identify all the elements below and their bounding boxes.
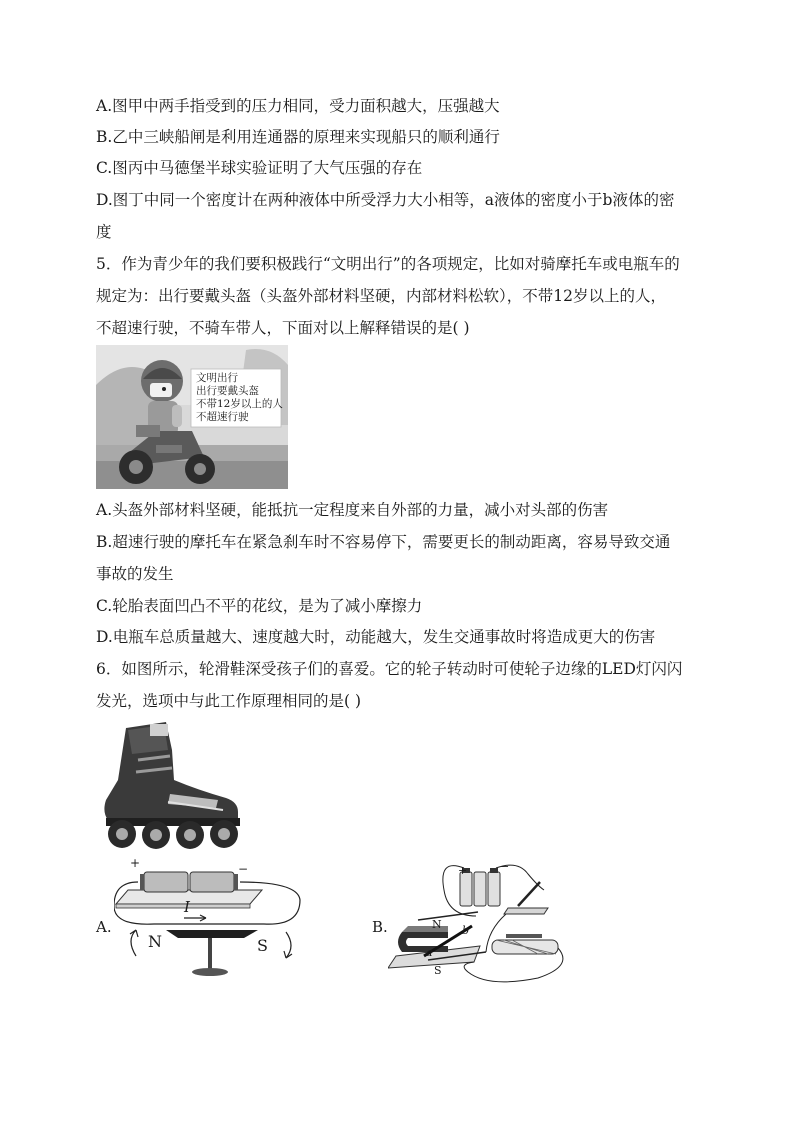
- q5-option-b: B.超速行驶的摩托车在紧急刹车时不容易停下，需要更长的制动距离，容易导致交通: [96, 533, 671, 551]
- q6-stem-2: 发光，选项中与此工作原理相同的是( ): [96, 692, 362, 710]
- q5-stem-1: 5．作为青少年的我们要积极践行“文明出行”的各项规定，比如对骑摩托车或电瓶车的: [96, 255, 680, 273]
- q4-option-b: B.乙中三峡船闸是利用连通器的原理来实现船只的顺利通行: [96, 128, 500, 146]
- civilized-travel-image: [96, 345, 288, 489]
- battery-plus-b: +: [458, 864, 468, 877]
- option-a-figure: [114, 856, 304, 990]
- north-label-b: N: [432, 918, 442, 931]
- q4-option-c: C.图丙中马德堡半球实验证明了大气压强的存在: [96, 159, 423, 177]
- q4-option-d-cont: 度: [96, 223, 112, 241]
- magnet-circuit-diagram: [388, 860, 568, 985]
- slogan-line-2: 出行要戴头盔: [196, 385, 259, 397]
- rod-end-b: b: [462, 924, 470, 937]
- rod-end-a: a: [426, 946, 433, 959]
- inline-skate-illustration: [98, 720, 248, 852]
- battery-minus-b: −: [500, 860, 510, 873]
- current-compass-diagram: [114, 860, 304, 990]
- q4-option-a: A.图甲中两手指受到的压力相同，受力面积越大，压强越大: [96, 97, 500, 115]
- slogan-line-1: 文明出行: [196, 372, 238, 384]
- option-b-label: B.: [372, 918, 388, 936]
- q5-stem-2: 规定为：出行要戴头盔（头盔外部材料坚硬，内部材料松软），不带12岁以上的人，: [96, 287, 666, 305]
- q6-stem-1: 6．如图所示，轮滑鞋深受孩子们的喜爱。它的轮子转动时可使轮子边缘的LED灯闪闪: [96, 660, 683, 678]
- inline-skate-image: [98, 720, 248, 852]
- q5-stem-3: 不超速行驶，不骑车带人，下面对以上解释错误的是( ): [96, 319, 470, 337]
- battery-plus: +: [130, 856, 141, 870]
- slogan-line-4: 不超速行驶: [196, 411, 249, 423]
- north-label: N: [148, 932, 162, 951]
- q5-option-b-cont: 事故的发生: [96, 565, 174, 583]
- slogan-board: [196, 372, 283, 424]
- current-label: I: [184, 898, 190, 916]
- south-label-b: S: [434, 964, 442, 977]
- south-label: S: [257, 936, 268, 955]
- q5-option-c: C.轮胎表面凹凸不平的花纹，是为了减小摩擦力: [96, 597, 423, 615]
- q5-option-d: D.电瓶车总质量越大、速度越大时，动能越大，发生交通事故时将造成更大的伤害: [96, 628, 656, 646]
- option-a-label: A.: [96, 918, 112, 936]
- q4-option-d: D.图丁中同一个密度计在两种液体中所受浮力大小相等，a液体的密度小于b液体的密: [96, 191, 675, 209]
- battery-minus: −: [238, 862, 249, 876]
- option-b-figure: [388, 860, 568, 985]
- slogan-line-3: 不带12岁以上的人: [196, 398, 283, 410]
- q5-option-a: A.头盔外部材料坚硬，能抵抗一定程度来自外部的力量，减小对头部的伤害: [96, 501, 609, 519]
